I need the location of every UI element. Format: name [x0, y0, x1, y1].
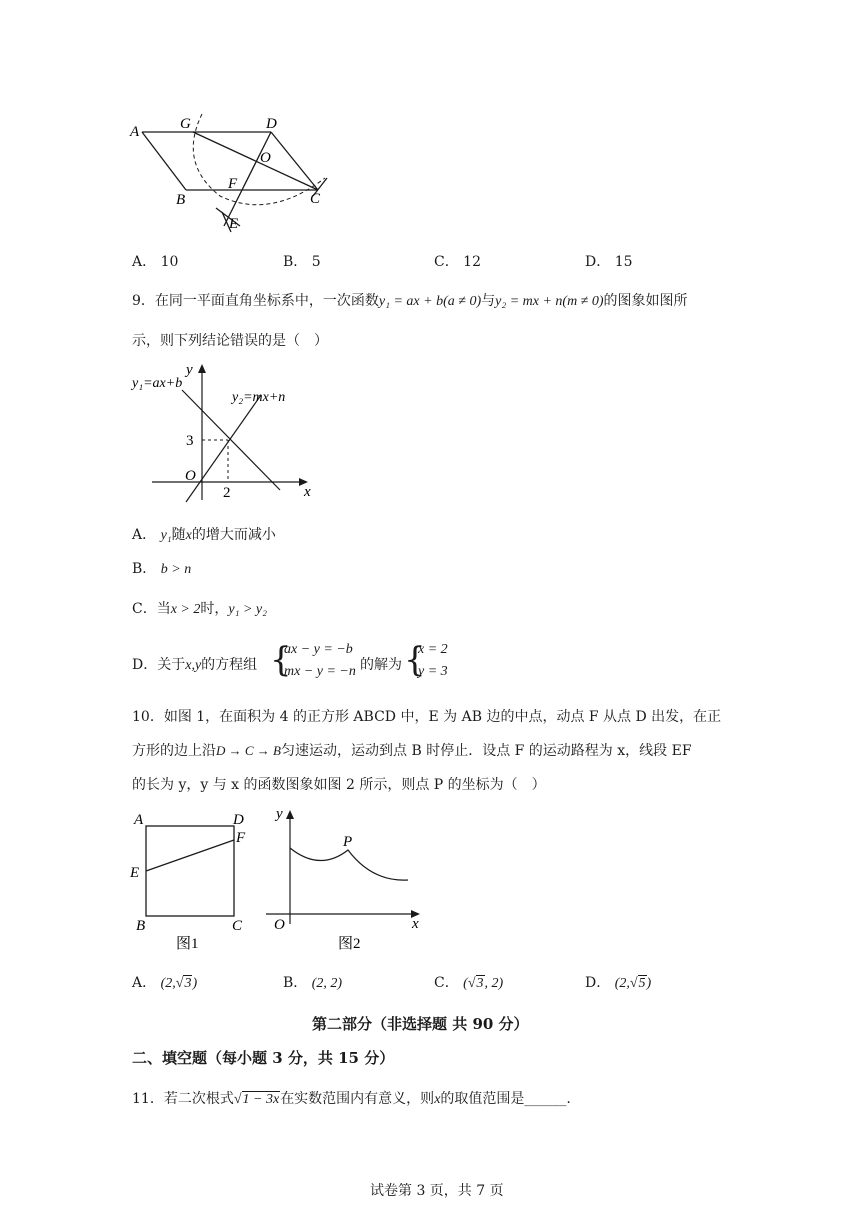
q10-option-c[interactable]: C． (√3, 2)	[434, 975, 504, 991]
q8-option-a[interactable]: A． 10	[132, 254, 179, 270]
q8-label-g: G	[180, 116, 191, 132]
q9-brace-2: {	[404, 640, 426, 680]
q9-stem-line1: 9．在同一平面直角坐标系中，一次函数y₁ = ax + b(a ≠ 0)与y₂ = mx + n(m ≠ 0)的图象如图所	[132, 293, 688, 309]
q9-label-y1: y₁=ax+b	[132, 376, 183, 391]
q8-option-b[interactable]: B． 5	[283, 254, 321, 270]
part2-title: 第二部分（非选择题 共 90 分）	[312, 1015, 529, 1033]
q8-label-a: A	[130, 124, 140, 140]
q8-segment-gc	[193, 132, 318, 190]
q8-label-o: O	[260, 150, 271, 166]
q8-label-e: E	[229, 216, 239, 232]
q8-figure	[120, 108, 350, 238]
q9-origin-label: O	[185, 468, 196, 484]
q10-stem-line3: 的长为 y，y 与 x 的函数图象如图 2 所示，则点 P 的坐标为（ ）	[132, 777, 546, 793]
q8-segment-ba	[142, 132, 186, 190]
q10-fig1-label-a: A	[134, 812, 144, 828]
q10-fig2-y-label: y	[276, 806, 283, 822]
q8-label-d: D	[266, 116, 277, 132]
q10-option-a[interactable]: A． (2,√3)	[132, 975, 198, 991]
q9-option-a[interactable]: A． y₁随x的增大而减小	[132, 527, 276, 543]
q10-fig2-curve	[290, 848, 408, 880]
q9-stem-line2: 示，则下列结论错误的是（ ）	[132, 333, 328, 349]
q8-segment-dc	[271, 132, 318, 190]
q10-fig1-label-e: E	[130, 865, 140, 881]
q11-answer-blank[interactable]: ______	[524, 1091, 567, 1107]
q9-brace-1: {	[270, 640, 292, 680]
q10-fig2	[262, 800, 432, 956]
section2-title: 二、填空题（每小题 3 分，共 15 分）	[132, 1049, 395, 1067]
q10-stem-line2: 方形的边上沿D → C → B匀速运动，运动到点 B 时停止．设点 F 的运动路程为 x，线段 EF	[132, 743, 692, 759]
q10-fig2-p-label: P	[343, 834, 353, 850]
q9-graph	[128, 360, 328, 510]
q8-label-b: B	[176, 192, 186, 208]
q9-line-y1	[182, 390, 280, 490]
q9-option-b[interactable]: B． b > n	[132, 561, 192, 577]
q9-option-c[interactable]: C．当x > 2时，y₁ > y₂	[132, 601, 267, 617]
q10-fig1	[126, 806, 256, 956]
q10-stem-line1: 10．如图 1，在面积为 4 的正方形 ABCD 中，E 为 AB 边的中点，动点 F 从点 D 出发，在正	[132, 709, 722, 725]
q8-option-c[interactable]: C． 12	[434, 254, 481, 270]
q9-y-axis-label: y	[186, 362, 193, 378]
q9-tick-3: 3	[186, 433, 194, 449]
q9-tick-2: 2	[223, 485, 231, 501]
page-footer: 试卷第 3 页，共 7 页	[370, 1183, 504, 1199]
q10-fig2-caption: 图2	[338, 936, 361, 952]
q10-fig1-label-c: C	[232, 918, 243, 934]
q10-fig1-label-f: F	[236, 830, 246, 846]
q11-stem: 11．若二次根式√1 − 3x在实数范围内有意义，则x的取值范围是______.	[132, 1091, 571, 1107]
q10-fig2-origin: O	[274, 917, 285, 933]
q8-option-d[interactable]: D． 15	[585, 254, 633, 270]
q8-label-c: C	[310, 191, 321, 207]
q10-fig1-label-b: B	[136, 918, 146, 934]
q10-fig1-caption: 图1	[176, 936, 199, 952]
q10-fig1-label-d: D	[233, 812, 244, 828]
q10-segment-ef	[146, 840, 234, 871]
q9-x-axis-label: x	[304, 484, 311, 500]
q10-square-abcd	[146, 826, 234, 916]
q10-fig2-x-label: x	[412, 916, 419, 932]
q10-option-b[interactable]: B． (2, 2)	[283, 975, 343, 991]
q9-label-y2: y₂=mx+n	[232, 390, 286, 405]
q8-label-f: F	[228, 176, 238, 192]
q10-option-d[interactable]: D． (2,√5)	[585, 975, 652, 991]
